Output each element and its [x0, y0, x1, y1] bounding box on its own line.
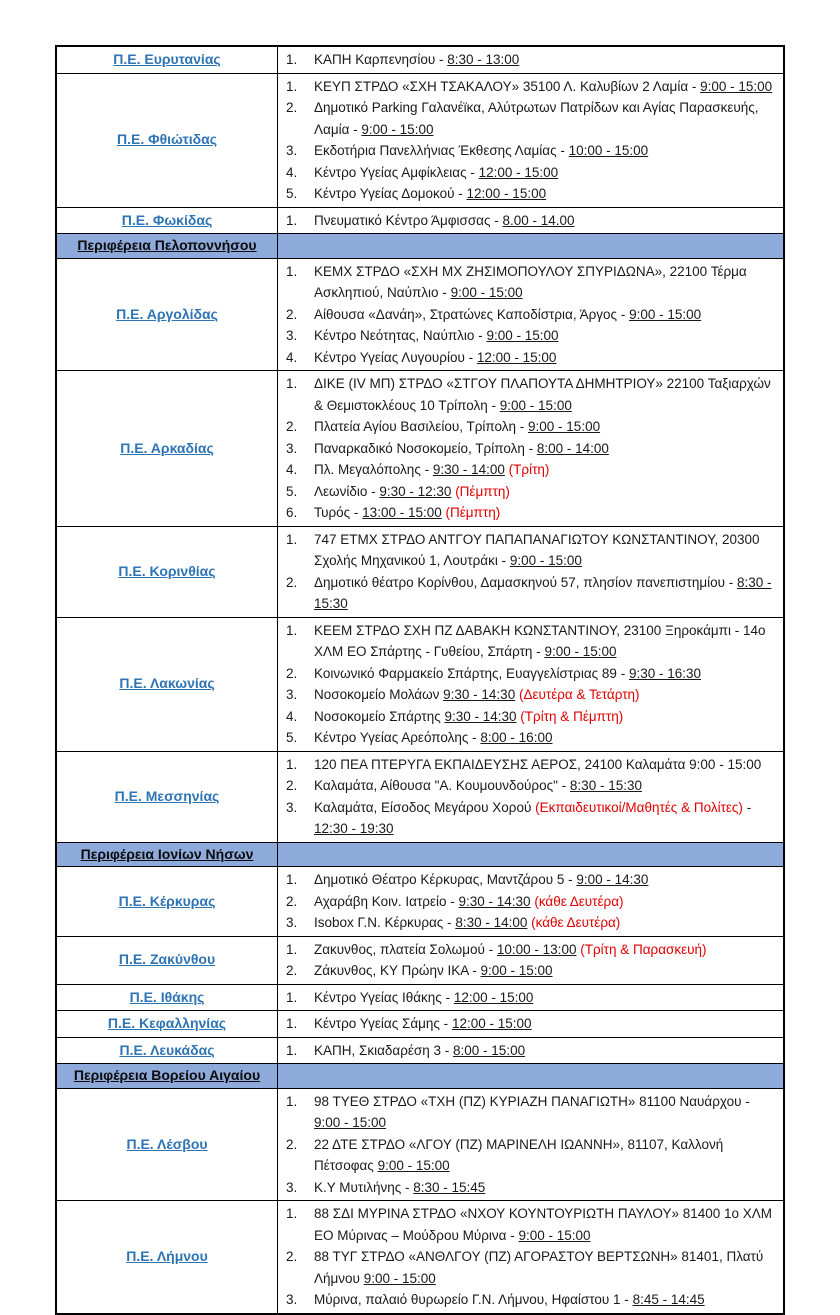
location-item	[286, 891, 777, 913]
item-number: 2.	[286, 419, 298, 434]
location-item	[286, 1040, 777, 1062]
item-text	[314, 162, 777, 184]
item-number: 2.	[286, 778, 298, 793]
item-number: 1.	[286, 756, 298, 772]
item-number: 1.	[286, 1042, 298, 1058]
location-text: 22 ΔΤΕ ΣΤΡΔΟ «ΛΓΟΥ (ΠΖ) ΜΑΡΙΝΕΛΗ ΙΩΑΝΝΗ», 81107, Καλλονή Πέτσοφας	[314, 1136, 724, 1173]
time-range: 9:30 - 14:30	[443, 687, 516, 702]
item-text	[314, 891, 777, 913]
section-header-spacer	[278, 234, 785, 259]
time-range: 9:30 - 14:30	[458, 893, 531, 909]
time-range: 9:00 - 15:00	[314, 1115, 387, 1130]
location-text: Πλ. Μεγαλόπολης -	[314, 462, 433, 477]
location-item	[286, 1177, 777, 1199]
locations-cell	[278, 1011, 785, 1038]
item-number: 5.	[286, 186, 298, 201]
region-link[interactable]: Π.Ε. Κεφαλληνίας	[107, 1015, 227, 1031]
location-text: Κοινωνικό Φαρμακείο Σπάρτης, Ευαγγελίστριας 89 -	[314, 665, 629, 681]
time-range: 8:30 - 13:00	[447, 52, 520, 67]
location-text: ΚΕΜΧ ΣΤΡΔΟ «ΣΧΗ ΜΧ ΖΗΣΙΜΟΠΟΥΛΟΥ ΣΠΥΡΙΔΩΝΑ», 22100 Τέρμα Ασκληπιού, Ναύπλιο -	[314, 263, 747, 300]
time-range: 9:00 - 15:00	[629, 306, 702, 322]
time-range: 9:00 - 15:00	[361, 121, 434, 137]
region-link[interactable]: Π.Ε. Κέρκυρας	[118, 892, 216, 909]
region-name-cell	[56, 1011, 278, 1038]
region-row	[56, 1201, 784, 1314]
region-name-cell	[56, 1201, 278, 1314]
location-text: ΚΕΥΠ ΣΤΡΔΟ «ΣΧΗ ΤΣΑΚΑΛΟΥ» 35100 Λ. Καλυβίων 2 Λαμία -	[314, 78, 701, 94]
location-text: Κέντρο Υγείας Λυγουρίου -	[314, 349, 477, 365]
location-item	[286, 140, 777, 162]
item-number: 3.	[286, 915, 298, 930]
item-number: 3.	[286, 799, 298, 815]
location-text: 88 ΣΔΙ ΜΥΡΙΝΑ ΣΤΡΔΟ «ΝΧΟΥ ΚΟΥΝΤΟΥΡΙΩΤΗ ΠΑΥΛΟΥ» 81400 1ο ΧΛΜ ΕΟ Μύρινας – Μούδρου Μύρινα -	[314, 1206, 773, 1243]
location-text: Αίθουσα «Δανάη», Στρατώνες Καποδίστρια, Άργος -	[314, 306, 630, 322]
item-text	[314, 49, 777, 71]
location-item	[286, 481, 777, 503]
region-row	[56, 867, 784, 937]
item-text	[314, 869, 777, 891]
locations-cell	[278, 867, 785, 937]
location-item	[286, 49, 777, 71]
location-item	[286, 325, 777, 347]
section-header-label: Περιφέρεια Πελοποννήσου	[77, 237, 257, 253]
location-item	[286, 373, 777, 416]
item-number: 4.	[286, 164, 298, 180]
day-annotation: (κάθε Δευτέρα)	[531, 915, 621, 930]
item-number: 1.	[286, 1206, 298, 1221]
region-link[interactable]: Π.Ε. Ευρυτανίας	[113, 51, 221, 67]
time-range: 9:00 - 15:00	[450, 285, 523, 300]
location-item	[286, 183, 777, 205]
time-range: 8:30 - 15:45	[413, 1179, 486, 1195]
region-row	[56, 371, 784, 527]
item-text	[314, 97, 777, 140]
locations-cell	[278, 207, 785, 234]
location-item	[286, 459, 777, 481]
item-text	[314, 1177, 777, 1199]
item-number: 3.	[286, 1179, 298, 1195]
locations-cell	[278, 258, 785, 371]
location-text: Καλαμάτα, Αίθουσα "Α. Κουμουνδούρος" -	[314, 778, 570, 793]
location-item	[286, 572, 777, 615]
time-range: 9:00 - 15:00	[528, 419, 601, 434]
location-text: Λεωνίδιο -	[314, 483, 380, 499]
time-range: 9:30 - 14:30	[444, 708, 517, 724]
time-range: 10:00 - 13:00	[496, 941, 577, 957]
location-text: Πλατεία Αγίου Βασιλείου, Τρίπολη -	[314, 419, 529, 434]
item-number: 1.	[286, 263, 298, 279]
region-row	[56, 936, 784, 984]
item-number: 1.	[286, 376, 298, 391]
item-number: 1.	[286, 622, 298, 638]
time-range: 8:00 - 15:00	[453, 1042, 526, 1058]
location-text: Ζακυνθος, πλατεία Σολωμού -	[314, 941, 497, 957]
time-range: 12:30 - 19:30	[314, 821, 394, 836]
item-number: 3.	[286, 143, 298, 158]
item-text	[314, 663, 777, 685]
location-text: Καλαμάτα, Είσοδος Μεγάρου Χορού	[314, 799, 536, 815]
time-range: 13:00 - 15:00	[362, 505, 442, 520]
region-name-cell	[56, 371, 278, 527]
time-range: 8:30 - 15:30	[569, 778, 642, 793]
item-text	[314, 1040, 777, 1062]
day-annotation: (κάθε Δευτέρα)	[534, 893, 624, 909]
item-text	[314, 481, 777, 503]
time-range: 12:00 - 15:00	[476, 349, 557, 365]
location-text: Παναρκαδικό Νοσοκομείο, Τρίπολη -	[314, 440, 537, 456]
time-range: 9:00 - 15:00	[480, 963, 553, 978]
item-text	[314, 261, 777, 304]
item-number: 6.	[286, 505, 298, 520]
item-text	[314, 1246, 777, 1289]
region-link[interactable]: Π.Ε. Λέσβου	[126, 1135, 208, 1152]
time-range: 8:00 - 16:00	[480, 730, 553, 745]
item-text	[314, 1091, 777, 1134]
item-number: 1.	[286, 1016, 298, 1031]
section-header-label: Περιφέρεια Ιονίων Νήσων	[80, 845, 254, 862]
region-row	[56, 1037, 784, 1064]
region-link[interactable]: Π.Ε. Αρκαδίας	[120, 439, 214, 456]
item-text	[314, 140, 777, 162]
locations-cell	[278, 617, 785, 751]
day-annotation: (Τρίτη & Πέμπτη)	[520, 708, 624, 724]
time-range: 9:00 - 14:30	[576, 872, 649, 887]
item-number: 1.	[286, 78, 298, 94]
region-link[interactable]: Π.Ε. Κορινθίας	[118, 562, 216, 579]
item-text	[314, 529, 777, 572]
location-text: Ζάκυνθος, ΚΥ Πρώην ΙΚΑ -	[314, 963, 481, 978]
location-text: Κέντρο Υγείας Αρεόπολης -	[314, 730, 481, 745]
day-annotation: (Τρίτη)	[508, 462, 550, 477]
location-item	[286, 775, 777, 797]
item-text	[314, 347, 777, 369]
item-text	[314, 960, 777, 982]
region-name-cell	[56, 751, 278, 842]
item-text	[314, 304, 777, 326]
region-row	[56, 46, 784, 73]
schedule-table	[55, 45, 785, 1315]
location-item	[286, 210, 777, 232]
item-text	[314, 416, 777, 438]
item-text	[314, 620, 777, 663]
region-link[interactable]: Π.Ε. Λακωνίας	[119, 675, 215, 692]
location-item	[286, 620, 777, 663]
location-text: Νοσοκομείο Μολάων	[314, 687, 444, 702]
time-range: 9:30 - 16:30	[628, 665, 701, 681]
region-link[interactable]: Π.Ε. Λευκάδας	[119, 1041, 215, 1058]
location-item	[286, 261, 777, 304]
location-text: 88 ΤΥΓ ΣΤΡΔΟ «ΑΝΘΛΓΟΥ (ΠΖ) ΑΓΟΡΑΣΤΟΥ ΒΕΡΤΣΩΝΗ» 81401, Πλατύ Λήμνου	[314, 1249, 764, 1286]
location-text: Αχαράβη Κοιν. Ιατρείο -	[314, 893, 459, 909]
time-range: 9:30 - 14:00	[432, 462, 505, 477]
item-text	[314, 572, 777, 615]
time-range: 12:00 - 15:00	[466, 186, 547, 201]
time-range: 10:00 - 15:00	[568, 143, 649, 158]
region-link[interactable]: Π.Ε. Μεσσηνίας	[114, 787, 220, 804]
location-item	[286, 797, 777, 840]
locations-cell	[278, 73, 785, 207]
section-header-label: Περιφέρεια Βορείου Αιγαίου	[73, 1067, 261, 1083]
region-name-cell	[56, 984, 278, 1011]
item-number: 2.	[286, 306, 298, 322]
region-name-cell	[56, 1037, 278, 1064]
item-number: 2.	[286, 100, 298, 115]
region-name-cell	[56, 617, 278, 751]
item-number: 4.	[286, 349, 298, 365]
locations-cell	[278, 1088, 785, 1201]
location-item	[286, 987, 777, 1009]
location-text: Τυρός -	[314, 505, 363, 520]
location-text: 747 ΕΤΜΧ ΣΤΡΔΟ ΑΝΤΓΟΥ ΠΑΠΑΠΑΝΑΓΙΩΤΟΥ ΚΩΝΣΤΑΝΤΙΝΟΥ, 20300 Σχολής Μηχανικού 1, Λουτράκι -	[314, 531, 760, 568]
location-text: Κέντρο Υγείας Σάμης -	[314, 1016, 452, 1031]
location-item	[286, 706, 777, 728]
region-link[interactable]: Π.Ε. Λήμνου	[126, 1248, 208, 1264]
location-item	[286, 727, 777, 749]
time-range: 9:00 - 15:00	[700, 78, 773, 94]
item-text	[314, 502, 777, 524]
time-range: 9:00 - 15:00	[499, 397, 572, 413]
section-header-cell	[56, 234, 278, 259]
item-number: 1.	[286, 52, 298, 67]
region-row	[56, 207, 784, 234]
location-item	[286, 502, 777, 524]
item-number: 3.	[286, 687, 298, 702]
region-row	[56, 73, 784, 207]
location-text: ΚΕΕΜ ΣΤΡΔΟ ΣΧΗ ΠΖ ΔΑΒΑΚΗ ΚΩΝΣΤΑΝΤΙΝΟΥ, 23100 Ξηροκάμπι - 14ο ΧΛΜ ΕΟ Σπάρτης - Γυθείου, Σπάρτη -	[314, 622, 766, 659]
region-link[interactable]: Π.Ε. Φθιώτιδας	[116, 131, 218, 148]
location-item	[286, 347, 777, 369]
day-annotation: (Δευτέρα & Τετάρτη)	[518, 687, 640, 702]
location-item	[286, 416, 777, 438]
item-number: 1.	[286, 212, 298, 228]
item-text	[314, 727, 777, 749]
location-text: Νοσοκομείο Σπάρτης	[314, 708, 445, 724]
region-row	[56, 258, 784, 371]
location-text: Κέντρο Υγείας Ιθάκης -	[314, 989, 454, 1005]
item-text	[314, 987, 777, 1009]
day-annotation: (Εκπαιδευτικοί/Μαθητές & Πολίτες)	[535, 799, 743, 815]
item-text	[314, 754, 777, 776]
item-number: 4.	[286, 708, 298, 724]
locations-cell	[278, 1037, 785, 1064]
location-text: Εκδοτήρια Πανελλήνιας Έκθεσης Λαμίας -	[314, 143, 569, 158]
item-number: 1.	[286, 531, 298, 547]
location-text: Κ.Υ Μυτιλήνης -	[314, 1179, 414, 1195]
item-text	[314, 706, 777, 728]
region-name-cell	[56, 526, 278, 617]
region-name-cell	[56, 867, 278, 937]
item-text	[314, 183, 777, 205]
region-name-cell	[56, 258, 278, 371]
time-range: 8:30 - 15:30	[314, 574, 772, 611]
time-range: 9:00 - 15:00	[518, 1227, 591, 1243]
item-number: 2.	[286, 1136, 298, 1152]
section-header-cell	[56, 1064, 278, 1089]
item-text	[314, 210, 777, 232]
region-link[interactable]: Π.Ε. Ιθάκης	[129, 988, 205, 1005]
time-range: 8:45 - 14:45	[632, 1292, 705, 1307]
location-item	[286, 1203, 777, 1246]
location-text: Isobox Γ.Ν. Κέρκυρας -	[314, 915, 456, 930]
location-text: 98 ΤΥΕΘ ΣΤΡΔΟ «ΤΧΗ (ΠΖ) ΚΥΡΙΑΖΗ ΠΑΝΑΓΙΩΤΗ» 81100 Ναυάρχου -	[314, 1093, 750, 1109]
time-range: 9:00 - 15:00	[486, 328, 559, 343]
region-row	[56, 617, 784, 751]
day-annotation: (Τρίτη & Παρασκευή)	[580, 941, 707, 957]
locations-cell	[278, 46, 785, 73]
time-range: 9:00 - 15:00	[544, 644, 617, 659]
item-number: 2.	[286, 665, 298, 681]
location-text: 120 ΠΕΑ ΠΤΕΡΥΓΑ ΕΚΠΑΙΔΕΥΣΗΣ ΑΕΡΟΣ, 24100 Καλαμάτα 9:00 - 15:00	[314, 756, 762, 772]
location-item	[286, 1013, 777, 1035]
schedule-table-body	[56, 46, 784, 1314]
location-item	[286, 304, 777, 326]
locations-cell	[278, 526, 785, 617]
item-number: 3.	[286, 1292, 298, 1307]
location-text: Δημοτικό Parking Γαλανέϊκα, Αλύτρωτων Πατρίδων και Αγίας Παρασκευής, Λαμία -	[314, 100, 759, 137]
location-text: ΚΑΠΗ, Σκιαδαρέση 3 -	[314, 1042, 454, 1058]
time-range: 12:00 - 15:00	[478, 164, 559, 180]
locations-cell	[278, 751, 785, 842]
item-text	[314, 325, 777, 347]
location-item	[286, 97, 777, 140]
location-item	[286, 438, 777, 460]
locations-cell	[278, 1201, 785, 1314]
region-name-cell	[56, 936, 278, 984]
section-header-row	[56, 1064, 784, 1089]
day-annotation: (Πέμπτη)	[455, 483, 510, 499]
region-name-cell	[56, 1088, 278, 1201]
section-header-row	[56, 842, 784, 867]
location-text: ΚΑΠΗ Καρπενησίου -	[314, 52, 448, 67]
location-item	[286, 1091, 777, 1134]
location-item	[286, 162, 777, 184]
time-range: 9:00 - 15:00	[363, 1270, 436, 1286]
time-range: 8:30 - 14:00	[455, 915, 528, 930]
region-name-cell	[56, 73, 278, 207]
section-header-row	[56, 234, 784, 259]
item-number: 1.	[286, 989, 298, 1005]
region-link[interactable]: Π.Ε. Αργολίδας	[116, 305, 218, 322]
item-text	[314, 684, 777, 706]
location-text: Κέντρο Νεότητας, Ναύπλιο -	[314, 328, 487, 343]
region-row	[56, 526, 784, 617]
time-range: 8.00 - 14.00	[502, 212, 575, 228]
region-row	[56, 751, 784, 842]
time-range: 9:30 - 12:30	[379, 483, 452, 499]
location-item	[286, 684, 777, 706]
location-item	[286, 1289, 777, 1311]
item-text	[314, 373, 777, 416]
location-text: Μύρινα, παλαιό θυρωρείο Γ.Ν. Λήμνου, Ηφαίστου 1 -	[314, 1292, 633, 1307]
region-row	[56, 984, 784, 1011]
item-text	[314, 76, 777, 98]
item-number: 2.	[286, 574, 298, 590]
location-text: ΔΙΚΕ (ΙV ΜΠ) ΣΤΡΔΟ «ΣΤΓΟΥ ΠΛΑΠΟΥΤΑ ΔΗΜΗΤΡΙΟΥ» 22100 Ταξιαρχών & Θεμιστοκλέους 10 Τρίπολη -	[314, 376, 771, 413]
item-number: 2.	[286, 963, 298, 978]
location-text: Δημοτικό Θέατρο Κέρκυρας, Μαντζάρου 5 -	[314, 872, 577, 887]
location-item	[286, 663, 777, 685]
item-number: 5.	[286, 730, 298, 745]
item-number: 5.	[286, 483, 298, 499]
region-link[interactable]: Π.Ε. Φωκίδας	[121, 211, 213, 228]
item-number: 4.	[286, 462, 298, 477]
locations-cell	[278, 936, 785, 984]
item-text	[314, 459, 777, 481]
location-item	[286, 529, 777, 572]
time-range: 9:00 - 15:00	[509, 553, 582, 568]
item-number: 3.	[286, 440, 298, 456]
time-range: 8:00 - 14:00	[536, 440, 609, 456]
location-text: Κέντρο Υγείας Δομοκού -	[314, 186, 467, 201]
location-item	[286, 1134, 777, 1177]
section-header-spacer	[278, 842, 785, 867]
item-text	[314, 1134, 777, 1177]
item-text	[314, 438, 777, 460]
item-text	[314, 1013, 777, 1035]
location-item	[286, 939, 777, 961]
item-number: 2.	[286, 1249, 298, 1264]
region-name-cell	[56, 207, 278, 234]
item-text	[314, 912, 777, 934]
time-range: 12:00 - 15:00	[451, 1016, 532, 1031]
item-text	[314, 1289, 777, 1311]
location-item	[286, 960, 777, 982]
region-row	[56, 1011, 784, 1038]
location-text: Κέντρο Υγείας Αμφίκλειας -	[314, 164, 479, 180]
item-number: 1.	[286, 872, 298, 887]
item-text	[314, 1203, 777, 1246]
time-range: 12:00 - 15:00	[453, 989, 534, 1005]
location-text: Πνευματικό Κέντρο Άμφισσας -	[314, 212, 503, 228]
location-item	[286, 1246, 777, 1289]
locations-cell	[278, 371, 785, 527]
section-header-spacer	[278, 1064, 785, 1089]
day-annotation: (Πέμπτη)	[445, 505, 501, 520]
item-text	[314, 775, 777, 797]
item-text	[314, 797, 777, 840]
section-header-cell	[56, 842, 278, 867]
location-item	[286, 754, 777, 776]
region-link[interactable]: Π.Ε. Ζακύνθου	[118, 951, 216, 968]
location-item	[286, 869, 777, 891]
item-number: 2.	[286, 893, 298, 909]
location-item	[286, 76, 777, 98]
region-row	[56, 1088, 784, 1201]
item-number: 1.	[286, 1093, 298, 1109]
location-text: -	[742, 799, 752, 815]
item-text	[314, 939, 777, 961]
location-text: Δημοτικό θέατρο Κορίνθου, Δαμασκηνού 57, πλησίον πανεπιστημίου -	[314, 574, 737, 590]
time-range: 9:00 - 15:00	[377, 1158, 450, 1173]
locations-cell	[278, 984, 785, 1011]
item-number: 3.	[286, 328, 298, 343]
location-item	[286, 912, 777, 934]
region-name-cell	[56, 46, 278, 73]
item-number: 1.	[286, 941, 298, 957]
